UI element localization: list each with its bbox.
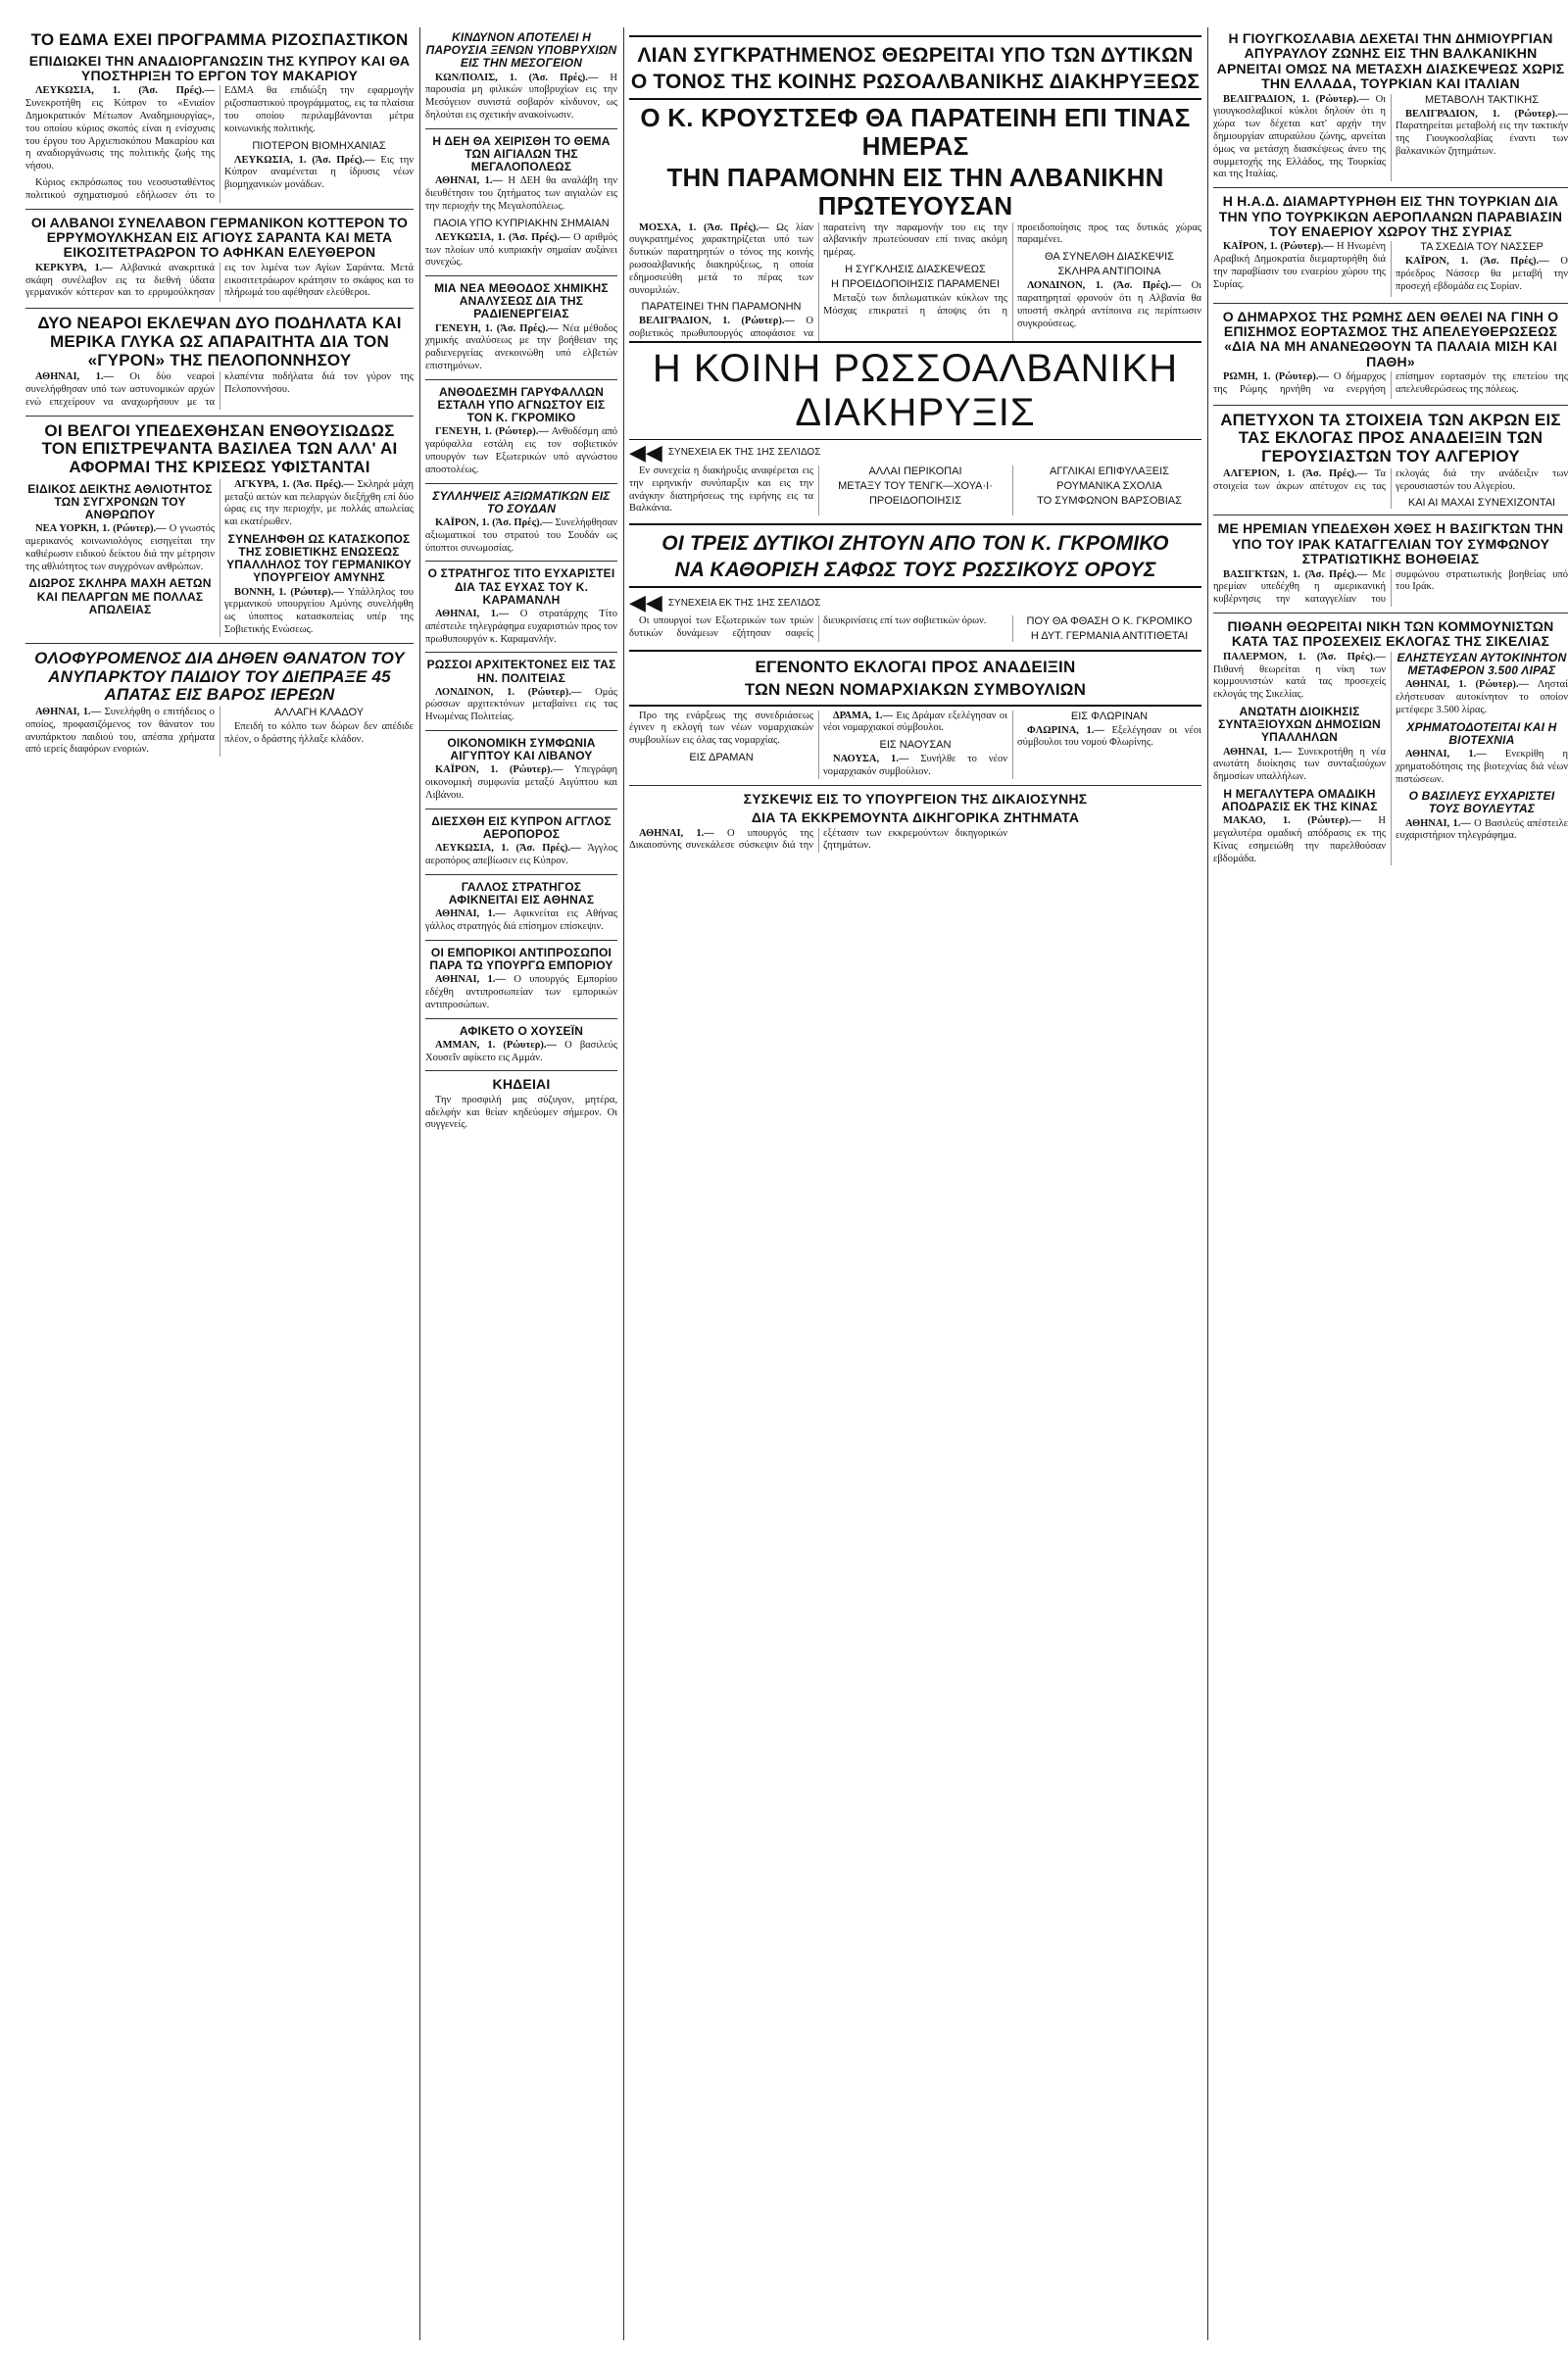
divider [25,209,414,210]
paragraph [425,974,617,1011]
dateline: ΛΕΥΚΩΣΙΑ, 1. (Άσ. Πρές).— [435,843,581,855]
paragraph [425,908,617,934]
paragraph-text: Η Ηνωμένη Αραβική Δημοκρατία διεμαρτυρήθη διά την παραβίασιν του εναερίου χώρου της Συρίας. [1213,241,1386,290]
section-banner: Η ΚΟΙΝΗ ΡΩΣΣΟΑΛΒΑΝΙΚΗ ΔΙΑΚΗΡΥΞΙΣ [629,341,1201,440]
subheadline: ΔΙΩΡΟΣ ΣΚΛΗΡΑ ΜΑΧΗ ΑΕΤΩΝ ΚΑΙ ΠΕΛΑΡΓΩΝ ΜΕ ΠΟΛΛΑΣ ΑΠΩΛΕΙΑΣ [28,576,212,616]
subheadline: Η ΜΕΓΑΛΥΤΕΡΑ ΟΜΑΔΙΚΗ ΑΠΟΔΡΑΣΙΣ ΕΚ ΤΗΣ ΚΙΝΑΣ [1221,786,1378,814]
divider [425,128,617,129]
paragraph [1213,815,1386,865]
headline: ΛΙΑΝ ΣΥΓΚΡΑΤΗΜΕΝΟΣ ΘΕΩΡΕΙΤΑΙ ΥΠΟ ΤΩΝ ΔΥΤΙΚΩΝ [637,44,1194,67]
headline: ΜΕ ΗΡΕΜΙΑΝ ΥΠΕΔΕΧΘΗ ΧΘΕΣ Η ΒΑΣΙΓΚΤΩΝ ΤΗΝ ΥΠΟ ΤΟΥ ΙΡΑΚ ΚΑΤΑΓΓΕΛΙΑΝ ΤΟΥ ΣΥΜΦΩΝΟΥ ΣΤΡΑΤΙΩΤΙΚΗΣ ΒΟΗΘΕΙΑΣ [1217,520,1564,567]
dateline: ΑΘΗΝΑΙ, 1.— [1223,746,1293,758]
divider [425,483,617,484]
divider [425,1018,617,1019]
paragraph-text: Ο αριθμός των πλοίων υπό κυπριακήν σημαίαν αυξάνει συνεχώς. [425,231,617,269]
headline: ΟΙ ΒΕΛΓΟΙ ΥΠΕΔΕΧΘΗΣΑΝ ΕΝΘΟΥΣΙΩΔΩΣ ΤΟΝ ΕΠΙΣΤΡΕΨΑΝΤΑ ΒΑΣΙΛΕΑ ΤΩΝ ΑΛΛ' ΑΙ ΑΦΟΡΜΑΙ ΤΗΣ ΚΡΙΣΕΩΣ ΥΦΙΣΤΑΝΤΑΙ [41,420,398,477]
subhead: ΡΟΥΜΑΝΙΚΑ ΣΧΟΛΙΑ [1056,479,1162,492]
headline: ΑΠΕΤΥΧΟΝ ΤΑ ΣΤΟΙΧΕΙΑ ΤΩΝ ΑΚΡΩΝ ΕΙΣ ΤΑΣ ΕΚΛΟΓΑΣ ΠΡΟΣ ΑΝΑΔΕΙΞΙΝ ΤΩΝ ΓΕΡΟΥΣΙΑΣΤΩΝ ΤΟΥ ΑΛΓΕΡΙΟΥ [1220,410,1561,466]
subhead: ΠΑΟΙΑ ΥΠΟ ΚΥΠΡΙΑΚΗΝ ΣΗΜΑΙΑΝ [433,217,610,229]
paragraph-text: Ενεκρίθη η χρηματοδότησις της βιοτεχνίας διά νέων πιστώσεων. [1396,748,1568,785]
article-body [629,466,1201,515]
paragraph [1213,652,1386,702]
subhead: ΠΙΟΤΕΡΟΝ ΒΙΟΜΗΧΑΝΙΑΣ [252,139,386,152]
paragraph-text: Ως λίαν συγκρατημένος χαρακτηρίζεται υπό των δυτικών παρατηρητών ο τόνος της κοινής ρωσοαλβανικής διακηρύξεως, η οποία εδημοσιεύθη μετά το πέρας των συνομιλιών. [629,221,813,296]
headline: ΑΦΙΚΕΤΟ Ο ΧΟΥΣΕΪΝ [459,1023,584,1038]
divider [425,1070,617,1071]
dateline: ΜΑΚΑΟ, 1. (Ρώυτερ).— [1223,815,1361,827]
dateline: ΝΕΑ ΥΟΡΚΗ, 1. (Ρώυτερ).— [35,523,167,535]
paragraph-text: Συνεκροτήθη εις Κύπρον το «Ενιαίον Δημοκρατικόν Μέτωπον Αναδημιουργίας», του οποίου κύριος σκοπός είναι η ενίσχυσις του έργου του Αρχιεπισκόπου Μακαρίου και η αναδιοργάνωσις της πολιτικής ζωής της νήσου. [25,98,215,172]
dateline: ΑΜΜΑΝ, 1. (Ρώυτερ).— [435,1039,557,1051]
paragraph [1213,241,1386,291]
dateline: ΠΑΛΕΡΜΟΝ, 1. (Άσ. Πρές).— [1223,651,1386,662]
divider [425,730,617,731]
paragraph-text: Ο γνωστός αμερικανός κοινωνιολόγος εισηγείται την καθιέρωσιν ειδικού δείκτου διά την μέτρησιν της αθλιότητος των συγχρόνων ανθρώπων. [25,523,216,572]
dateline: ΜΟΣΧΑ, 1. (Άσ. Πρές).— [639,221,769,233]
dateline: ΚΑΪΡΟΝ, 1. (Ρώυτερ).— [435,764,564,776]
headline: Ο ΣΤΡΑΤΗΓΟΣ ΤΙΤΟ ΕΥΧΑΡΙΣΤΕΙ ΔΙΑ ΤΑΣ ΕΥΧΑΣ ΤΟΥ Κ. ΚΑΡΑΜΑΝΛΗ [427,566,615,607]
article-body [1213,94,1568,182]
paragraph [25,707,215,757]
article-body [629,711,1201,779]
headline: ΣΥΛΛΗΨΕΙΣ ΑΞΙΩΜΑΤΙΚΩΝ ΕΙΣ ΤΟ ΣΟΥΔΑΝ [432,488,611,515]
headline: ΔΙΕΣΧΘΗ ΕΙΣ ΚΥΠΡΟΝ ΑΓΓΛΟΣ ΑΕΡΟΠΟΡΟΣ [431,813,612,842]
paragraph-text: Πιθανή θεωρείται η νίκη των κομμουνιστών κατά τας προσεχείς εκλογάς της Σικελίας. [1213,663,1386,701]
article-body [25,371,414,409]
subheadline: ΕΛΗΣΤΕΥΣΑΝ ΑΥΤΟΚΙΝΗΤΟΝ ΜΕΤΑΦΕΡΟΝ 3.500 ΛΙΡΑΣ [1396,650,1567,677]
paragraph-text: Ομάς ρώσσων αρχιτεκτόνων μεταβαίνει εις τας Ηνωμένας Πολιτείας. [425,686,617,723]
paragraph [425,1040,617,1065]
paragraph-text: Η μεγαλυτέρα ομαδική απόδρασις εκ της Κίνας εσημειώθη την παρελθούσαν εβδομάδα. [1213,815,1386,864]
paragraph [1017,725,1201,751]
dateline: ΦΛΩΡΙΝΑ, 1.— [1027,724,1104,736]
article-body [629,828,1201,854]
dateline: ΑΘΗΝΑΙ, 1.— [639,827,714,839]
column-4 [1213,27,1568,865]
dateline: ΑΘΗΝΑΙ, 1.— [435,608,510,619]
dateline: ΛΕΥΚΩΣΙΑ, 1. (Άσ. Πρές).— [35,85,215,97]
lead-headline-box [629,35,1201,100]
headline: ΚΗΔΕΙΑΙ [492,1076,551,1093]
headline: Ο ΔΗΜΑΡΧΟΣ ΤΗΣ ΡΩΜΗΣ ΔΕΝ ΘΕΛΕΙ ΝΑ ΓΙΝΗ Ο ΕΠΙΣΗΜΟΣ ΕΟΡΤΑΣΜΟΣ ΤΗΣ ΑΠΕΛΕΥΘΕΡΩΣΕΩΣ «ΔΙΑ ΝΑ ΜΗ ΑΝΑΝΕΩΘΟΥΝ ΤΑ ΠΑΛΑΙΑ ΜΙΣΗ ΚΑΙ ΠΑΘΗ» [1222,308,1559,369]
dateline: ΛΕΥΚΩΣΙΑ, 1. (Άσ. Πρές).— [435,231,570,243]
headline-box [629,523,1201,588]
paragraph [25,371,414,409]
paragraph-text: Άγγλος αεροπόρος απεβίωσεν εις Κύπρον. [425,843,617,867]
dateline: ΓΕΝΕΥΗ, 1. (Ρώυτερ).— [435,426,549,438]
paragraph: Επειδή το κόλπο των δώρων δεν απέδιδε πλέον, ο δράστης ήλλαξε κλάδον. [224,720,414,745]
article-body [629,615,1201,642]
dateline: ΒΟΝΝΗ, 1. (Ρώυτερ).— [234,586,344,598]
paragraph [1396,749,1568,786]
headline: Η Η.Α.Δ. ΔΙΑΜΑΡΤΥΡΗΘΗ ΕΙΣ ΤΗΝ ΤΟΥΡΚΙΑΝ ΔΙΑ ΤΗΝ ΥΠΟ ΤΟΥΡΚΙΚΩΝ ΑΕΡΟΠΛΑΝΩΝ ΠΑΡΑΒΙΑΣΙΝ ΤΟΥ ΕΝΑΕΡΙΟΥ ΧΩΡΟΥ ΤΗΣ ΣΥΡΙΑΣ [1218,193,1563,239]
paragraph [224,587,414,637]
paragraph-text: Εις Δράμαν εξελέγησαν οι νέοι νομαρχιακοί σύμβουλοι. [823,710,1008,734]
article-body [1213,241,1568,296]
dateline: ΑΘΗΝΑΙ, 1.— [435,908,506,920]
subhead: Η ΠΡΟΕΙΔΟΠΟΙΗΣΙΣ ΠΑΡΑΜΕΝΕΙ [830,277,1001,290]
paragraph-text: Η ΔΕΗ θα αναλάβη την διευθέτησιν του ζητήματος των αιγιαλών εις την περιοχήν της Μεγαλοπόλεως. [425,175,617,212]
headline: ΑΝΘΟΔΕΣΜΗ ΓΑΡΥΦΑΛΛΩΝ ΕΣΤΑΛΗ ΥΠΟ ΑΓΝΩΣΤΟΥ ΕΙΣ ΤΟΝ Κ. ΓΚΡΟΜΙΚΟ [437,384,606,425]
dateline: ΚΩΝ/ΠΟΛΙΣ, 1. (Άσ. Πρές).— [435,72,599,83]
dateline: ΒΕΛΙΓΡΑΔΙΟΝ, 1. (Ρώυτερ).— [1223,93,1370,105]
subheadline: ΕΙΔΙΚΟΣ ΔΕΙΚΤΗΣ ΑΘΛΙΟΤΗΤΟΣ ΤΩΝ ΣΥΓΧΡΟΝΩΝ ΤΟΥ ΑΝΘΡΩΠΟΥ [27,481,213,522]
paragraph [224,155,414,192]
dateline: ΚΑΪΡΟΝ, 1. (Ρώυτερ).— [1223,241,1334,253]
article-body [629,222,1201,341]
divider [629,785,1201,786]
paragraph [25,523,215,573]
headline: ΤΗΝ ΠΑΡΑΜΟΝΗΝ ΕΙΣ ΤΗΝ ΑΛΒΑΝΙΚΗΝ ΠΡΩΤΕΥΟΥΣΑΝ [666,163,1164,221]
continuation-mark-icon: ◀◀ [629,439,662,465]
paragraph-text: Αλβανικά ανακριτικά σκάφη συνέλαβον εις τα διεθνή ύδατα γερμανικόν κόττερον και το ερρυμούλκησαν εις τον λιμένα των Αγίων Σαράντα. Μετά εικοσιτετράωρον κράτησιν το σκάφος και το πλήρωμά του αφέθησαν ελεύθεροι. [25,262,414,299]
paragraph [425,609,617,646]
paragraph [425,323,617,373]
headline: ΡΩΣΣΟΙ ΑΡΧΙΤΕΚΤΟΝΕΣ ΕΙΣ ΤΑΣ ΗΝ. ΠΟΛΙΤΕΙΑΣ [426,658,616,685]
paragraph [425,232,617,270]
divider [425,561,617,562]
paragraph: Την προσφιλή μας σύζυγον, μητέρα, αδελφήν και θείαν κηδεύομεν σήμερον. Οι συγγενείς. [425,1094,617,1131]
dateline: ΚΕΡΚΥΡΑ, 1.— [35,262,113,273]
dateline: ΛΟΝΔΙΝΟΝ, 1. (Ρώυτερ).— [435,686,582,698]
paragraph-text: Οι δύο νεαροί συνελήφθησαν υπό των αστυνομικών αρχών ενώ επεχείρουν να αναχωρήσουν με τα κλαπέντα ποδήλατα διά τον γύρον της Πελοποννήσου. [25,371,414,408]
headline: ΟΙΚΟΝΟΜΙΚΗ ΣΥΜΦΩΝΙΑ ΑΙΓΥΠΤΟΥ ΚΑΙ ΛΙΒΑΝΟΥ [447,736,596,763]
headline: ΤΟ ΕΔΜΑ ΕΧΕΙ ΠΡΟΓΡΑΜΜΑ ΡΙΖΟΣΠΑΣΤΙΚΟΝ [30,30,409,49]
dateline: ΑΓΚΥΡΑ, 1. (Άσ. Πρές).— [234,478,355,490]
dateline: ΑΘΗΝΑΙ, 1. (Ρώυτερ).— [1405,679,1530,691]
headline: ΚΙΝΔΥΝΟΝ ΑΠΟΤΕΛΕΙ Η ΠΑΡΟΥΣΙΑ ΞΕΝΩΝ ΥΠΟΒΡΥΧΙΩΝ ΕΙΣ ΤΗΝ ΜΕΣΟΓΕΙΟΝ [425,30,617,71]
headline: ΔΙΑ ΤΑ ΕΚΚΡΕΜΟΥΝΤΑ ΔΙΚΗΓΟΡΙΚΑ ΖΗΤΗΜΑΤΑ [751,809,1080,826]
divider [1213,303,1568,304]
dateline: ΚΑΪΡΟΝ, 1. (Άσ. Πρές).— [1405,256,1549,268]
paragraph-text: Συνελήφθησαν αξιωματικοί του στρατού του Σουδάν ως ύποπτοι συνωμοσίας. [425,516,617,554]
subhead: ΕΙΣ ΝΑΟΥΣΑΝ [879,739,952,752]
paragraph [1213,569,1568,607]
column-rule [419,27,420,2340]
paragraph-text: Ο Βασιλεύς απέστειλε ευχαριστήριον τηλεγράφημα. [1396,817,1568,842]
paragraph-text: Οι γιουγκοσλαβικοί κύκλοι δηλούν ότι η χώρα των δέχεται κατ' αρχήν την δημιουργίαν απυραύλου ζώνης, αρνείται όμως να μετάσχη διασκέψεως άνευ της συμμετοχής της Ελλάδος, της Τουρκίας και της Ιταλίας. [1213,93,1386,180]
dateline: ΑΘΗΝΑΙ, 1.— [435,974,506,986]
headline: ΝΑ ΚΑΘΟΡΙΣΗ ΣΑΦΩΣ ΤΟΥΣ ΡΩΣΣΙΚΟΥΣ ΟΡΟΥΣ [674,559,1156,582]
subhead: ΑΓΓΛΙΚΑΙ ΕΠΙΦΥΛΑΞΕΙΣ [1050,465,1169,477]
paragraph-text: Ο υπουργός της Δικαιοσύνης συνεκάλεσε σύσκεψιν διά την εξέτασιν των εκκρεμούντων δικηγορικών ζητημάτων. [629,827,1007,852]
divider [425,874,617,875]
paragraph-text: Ο υπουργός Εμπορίου εδέχθη αντιπροσωπείαν των εμπορικών αντιπροσώπων. [425,974,617,1010]
divider [425,940,617,941]
subhead: ΕΙΣ ΔΡΑΜΑΝ [689,752,754,764]
paragraph-text: Λησταί ελήστευσαν αυτοκίνητον το οποίον μετέφερε 3.500 λίρας. [1396,679,1568,715]
paragraph-text: Ο βασιλεύς Χουσεΐν αφίκετο εις Αμμάν. [425,1039,617,1063]
subhead: ΤΟ ΣΥΜΦΩΝΟΝ ΒΑΡΣΟΒΙΑΣ [1037,494,1182,507]
paragraph-text: Ο δήμαρχος της Ρώμης ηρνήθη να ενεργήση επίσημον εορτασμόν της επετείου της απελευθερώσεως της πόλεως. [1213,371,1568,395]
paragraph [1017,280,1201,330]
headline: ΣΥΣΚΕΨΙΣ ΕΙΣ ΤΟ ΥΠΟΥΡΓΕΙΟΝ ΤΗΣ ΔΙΚΑΙΟΣΥΝΗΣ [743,790,1088,807]
headline: Η ΓΙΟΥΓΚΟΣΛΑΒΙΑ ΔΕΧΕΤΑΙ ΤΗΝ ΔΗΜΙΟΥΡΓΙΑΝ ΑΠΥΡΑΥΛΟΥ ΖΩΝΗΣ ΕΙΣ ΤΗΝ ΒΑΛΚΑΝΙΚΗΝ ΑΡΝΕΙΤΑΙ ΟΜΩΣ ΝΑ ΜΕΤΑΣΧΗ ΔΙΑΣΚΕΨΕΩΣ ΧΩΡΙΣ ΤΗΝ ΕΛΛΑΔΑ, ΤΟΥΡΚΙΑΝ ΚΑΙ ΙΤΑΛΙΑΝ [1216,30,1565,92]
article-body [1213,569,1568,607]
article-body [1213,468,1568,510]
column-3 [629,27,1201,853]
subhead: ΣΚΛΗΡΑ ΑΝΤΙΠΟΙΝΑ [1057,266,1161,278]
dateline: ΔΡΑΜΑ, 1.— [833,710,893,721]
dateline: ΑΛΓΕΡΙΟΝ, 1. (Άσ. Πρές).— [1223,467,1368,479]
article-body [25,85,414,202]
paragraph-text: Τα στοιχεία των άκρων απέτυχον εις τας εκλογάς διά την ανάδειξιν των γερουσιαστών του Αλγερίου. [1213,467,1568,492]
subhead: ΑΛΛΑΙ ΠΕΡΙΚΟΠΑΙ [868,465,962,477]
dateline: ΚΑΪΡΟΝ, 1. (Άσ. Πρές).— [435,516,553,528]
paragraph-text: Ανθοδέσμη από γαρύφαλλα εστάλη εις τον σοβιετικόν υπουργόν των Εξωτερικών υπό αγνώστου αποστολέως. [425,426,617,475]
paragraph-text: Οι παρατηρηταί φρονούν ότι η Αλβανία θα υποστή σκληρά αντίποινα εις περίπτωσιν συγκρούσεως. [1017,280,1201,329]
divider [425,379,617,380]
dateline: ΝΑΟΥΣΑ, 1.— [833,754,909,765]
headline: ΤΩΝ ΝΕΩΝ ΝΟΜΑΡΧΙΑΚΩΝ ΣΥΜΒΟΥΛΙΩΝ [744,680,1087,699]
paragraph [425,73,617,123]
dateline: ΓΕΝΕΥΗ, 1. (Άσ. Πρές).— [435,322,559,334]
divider [25,416,414,417]
headline-box [629,650,1201,706]
headline: ΟΛΟΦΥΡΟΜΕΝΟΣ ΔΙΑ ΔΗΘΕΝ ΘΑΝΑΤΟΝ ΤΟΥ ΑΝΥΠΑΡΚΤΟΥ ΠΑΙΔΙΟΥ ΤΟΥ ΔΙΕΠΡΑΞΕ 45 ΑΠΑΤΑΣ ΕΙΣ ΒΑΡΟΣ ΙΕΡΕΩΝ [34,648,405,705]
paragraph [629,222,813,298]
paragraph [25,263,414,302]
article-body [25,263,414,302]
paragraph: Μεταξύ των διπλωματικών κύκλων της Μόσχας επικρατεί η άποψις ότι η προειδοποίησις προς τας δυτικάς χώρας παραμένει. [823,221,1201,317]
paragraph [629,828,1007,854]
paragraph-text: Ο σοβιετικός πρωθυπουργός αποφάσισε να παρατείνη την παραμονήν του εις την αλβανικήν πρωτεύουσαν επί τινας ακόμη ημέρας. [629,221,1007,340]
paragraph-text: Η παρουσία μη φιλικών υποβρυχίων εις την Μεσόγειον συνιστά σοβαρόν κίνδυνον, ως δηλούται εις σχετικήν ανακοίνωσιν. [425,72,617,121]
divider [425,275,617,276]
paragraph [1396,679,1568,716]
headline: Ο Κ. ΚΡΟΥΣΤΣΕΦ ΘΑ ΠΑΡΑΤΕΙΝΗ ΕΠΙ ΤΙΝΑΣ ΗΜΕΡΑΣ [640,103,1191,161]
headline: ΠΙΘΑΝΗ ΘΕΩΡΕΙΤΑΙ ΝΙΚΗ ΤΩΝ ΚΟΜΜΟΥΝΙΣΤΩΝ ΚΑΤΑ ΤΑΣ ΠΡΟΣΕΧΕΙΣ ΕΚΛΟΓΑΣ ΤΗΣ ΣΙΚΕΛΙΑΣ [1227,617,1554,650]
dateline: ΛΕΥΚΩΣΙΑ, 1. (Άσ. Πρές).— [234,154,375,166]
subheadline: ΕΠΙΔΙΩΚΕΙ ΤΗΝ ΑΝΑΔΙΟΡΓΑΝΩΣΙΝ ΤΗΣ ΚΥΠΡΟΥ ΚΑΙ ΘΑ ΥΠΟΣΤΗΡΙΞΗ ΤΟ ΕΡΓΟΝ ΤΟΥ ΜΑΚΑΡΙΟΥ [28,52,411,84]
subhead: ΜΕΤΑΞΥ ΤΟΥ ΤΕΝΓΚ—ΧΟΥΑ·Ι· [838,479,993,492]
paragraph-text: Σκληρά μάχη μεταξύ αετών και πελαργών διεξήχθη επί δύο ώρας εις την περιοχήν, με πολλάς απωλείας και εκατέρωθεν. [224,478,414,528]
paragraph [1396,109,1568,159]
dateline: ΑΘΗΝΑΙ, 1.— [35,371,114,383]
subhead: Η ΔΥΤ. ΓΕΡΜΑΝΙΑ ΑΝΤΙΤΙΘΕΤΑΙ [1030,630,1189,643]
dateline: ΑΘΗΝΑΙ, 1.— [435,175,503,187]
subhead: ΕΙΣ ΦΛΩΡΙΝΑΝ [1070,710,1149,722]
divider [25,308,414,309]
continuation-label: ΣΥΝΕΧΕΙΑ ΕΚ ΤΗΣ 1ΗΣ ΣΕΛΊΔΟΣ [667,597,821,609]
continuation-note [629,592,1201,613]
paragraph-text: Ο πρόεδρος Νάσσερ θα μεταβή την προσεχή εβδομάδα εις Συρίαν. [1396,256,1568,292]
paragraph-text: Εξελέγησαν οι νέοι σύμβουλοι του νομού Φλωρίνης. [1017,724,1201,749]
dateline: ΒΕΛΙΓΡΑΔΙΟΝ, 1. (Ρώυτερ).— [1405,108,1568,120]
divider [1213,405,1568,406]
paragraph [425,517,617,555]
subheadline: Ο ΒΑΣΙΛΕΥΣ ΕΥΧΑΡΙΣΤΕΙ ΤΟΥΣ ΒΟΥΛΕΥΤΑΣ [1408,789,1555,816]
article-body [25,707,414,757]
continuation-label: ΣΥΝΕΧΕΙΑ ΕΚ ΤΗΣ 1ΗΣ ΣΕΛΊΔΟΣ [667,447,821,459]
headline: ΟΙ ΑΛΒΑΝΟΙ ΣΥΝΕΛΑΒΟΝ ΓΕΡΜΑΝΙΚΟΝ ΚΟΤΤΕΡΟΝ ΤΟ ΕΡΡΥΜΟΥΛΚΗΣΑΝ ΕΙΣ ΑΓΙΟΥΣ ΣΑΡΑΝΤΑ ΚΑΙ ΜΕΤΑ ΕΙΚΟΣΙΤΕΤΡΑΩΡΟΝ ΤΟ ΑΦΗΚΑΝ ΕΛΕΥΘΕΡΟΝ [30,214,409,261]
headline: ΓΑΛΛΟΣ ΣΤΡΑΤΗΓΟΣ ΑΦΙΚΝΕΙΤΑΙ ΕΙΣ ΑΘΗΝΑΣ [448,879,595,907]
subhead: ΜΕΤΑΒΟΛΗ ΤΑΚΤΙΚΗΣ [1424,93,1539,106]
headline: Η ΔΕΗ ΘΑ ΧΕΙΡΙΣΘΗ ΤΟ ΘΕΜΑ ΤΩΝ ΑΙΓΙΑΛΩΝ ΤΗΣ ΜΕΓΑΛΟΠΟΛΕΩΣ [432,133,611,174]
subhead: ΚΑΙ ΑΙ ΜΑΧΑΙ ΣΥΝΕΧΙΖΟΝΤΑΙ [1407,497,1556,510]
paragraph [224,479,414,529]
headline: Ο ΤΟΝΟΣ ΤΗΣ ΚΟΙΝΗΣ ΡΩΣΟΑΛΒΑΝΙΚΗΣ ΔΙΑΚΗΡΥΞΕΩΣ [630,71,1200,94]
paragraph [425,175,617,213]
paragraph [1396,256,1568,293]
paragraph [1213,371,1568,399]
paragraph-text: Με ηρεμίαν υπεδέχθη η αμερικανική κυβέρνησις την καταγγελίαν του συμφώνου στρατιωτικής βοηθείας υπό του Ιράκ. [1213,568,1568,606]
paragraph-text: Ο στρατάρχης Τίτο απέστειλε τηλεγράφημα ευχαριστιών προς τον πρωθυπουργόν κ. Καραμανλήν. [425,608,617,645]
dateline: ΒΕΛΙΓΡΑΔΙΟΝ, 1. (Ρώυτερ).— [639,316,796,327]
paragraph: Οι υπουργοί των Εξωτερικών των τριών δυτικών δυνάμεων εζήτησαν σαφείς διευκρινίσεις επί των σοβιετικών όρων. [629,615,987,640]
paragraph: Προ της ενάρξεως της συνεδριάσεως έγινεν η εκλογή των νέων νομαρχιακών συμβουλίων εις όλας τας νομαρχίας. [629,710,813,747]
dateline: ΑΘΗΝΑΙ, 1.— [1405,748,1487,760]
paragraph [425,687,617,724]
subheadline: ΣΥΝΕΛΗΦΘΗ ΩΣ ΚΑΤΑΣΚΟΠΟΣ ΤΗΣ ΣΟΒΙΕΤΙΚΗΣ ΕΝΩΣΕΩΣ ΥΠΑΛΛΗΛΟΣ ΤΟΥ ΓΕΡΜΑΝΙΚΟΥ ΥΠΟΥΡΓΕΙΟΥ ΑΜΥΝΗΣ [226,531,412,585]
article-body [1213,371,1568,399]
subhead: ΠΟΥ ΘΑ ΦΘΑΣΗ Ο Κ. ΓΚΡΟΜΙΚΟ [1026,615,1193,628]
column-rule [1207,27,1208,2340]
paragraph-text: Νέα μέθοδος χημικής αναλύσεως με την βοήθειαν της ραδιενεργείας ανεκοινώθη υπό ελβετών επιστημόνων. [425,322,617,372]
dateline: ΑΘΗΝΑΙ, 1.— [1405,817,1471,829]
paragraph [1213,94,1386,182]
article-body [25,479,414,637]
paragraph-text: Συνήλθε το νέον νομαρχιακόν συμβούλιον. [823,754,1007,778]
paragraph [1396,818,1568,844]
column-1 [25,27,414,757]
headline: ΔΥΟ ΝΕΑΡΟΙ ΕΚΛΕΨΑΝ ΔΥΟ ΠΟΔΗΛΑΤΑ ΚΑΙ ΜΕΡΙΚΑ ΓΛΥΚΑ ΩΣ ΑΠΑΡΑΙΤΗΤΑ ΔΙΑ ΤΟΝ «ΓΥΡΟΝ» ΤΗΣ ΠΕΛΟΠΟΝΝΗΣΟΥ [37,314,402,369]
divider [1213,187,1568,188]
paragraph-text: Υπεγράφη οικονομική συμφωνία μεταξύ Αιγύπτου και Λιβάνου. [425,764,617,802]
headline: ΜΙΑ ΝΕΑ ΜΕΘΟΔΟΣ ΧΗΜΙΚΗΣ ΑΝΑΛΥΣΕΩΣ ΔΙΑ ΤΗΣ ΡΑΔΙΕΝΕΡΓΕΙΑΣ [434,281,609,321]
subhead: ΑΛΛΑΓΗ ΚΛΑΔΟΥ [273,706,365,718]
dateline: ΡΩΜΗ, 1. (Ρώυτερ).— [1223,371,1329,383]
subhead: ΘΑ ΣΥΝΕΛΘΗ ΔΙΑΣΚΕΨΙΣ [1045,251,1174,264]
paragraph-text: Παρατηρείται μεταβολή εις την τακτικήν της Γιουγκοσλαβίας έναντι των βαλκανικών ζητημάτων. [1396,121,1568,157]
paragraph: Εν συνεχεία η διακήρυξις αναφέρεται εις την ειρηνικήν συνύπαρξιν και εις την ανάγκην διατηρήσεως της ειρήνης εις τα Βαλκάνια. [629,465,813,515]
column-rule [623,27,624,2340]
headline: ΟΙ ΤΡΕΙΣ ΔΥΤΙΚΟΙ ΖΗΤΟΥΝ ΑΠΟ ΤΟΝ Κ. ΓΚΡΟΜΙΚΟ [662,532,1169,556]
article-body [1213,652,1568,866]
paragraph-text: Συνεκροτήθη η νέα ανωτάτη διοίκησις των συνταξιούχων δημοσίων υπαλλήλων. [1213,746,1386,783]
paragraph: Κύριος εκπρόσωπος του νεοσυσταθέντος πολιτικού σχηματισμού εδήλωσεν ότι το ΕΔΜΑ θα επιδιώξη την εφαρμογήν ριζοσπαστικού προγράμματος, εις τα πλαίσια του οποίου περιλαμβάνονται μέτρα κοινωνικής πολιτικής. [25,85,414,201]
paragraph-text: Συνελήφθη ο επιτήδειος ο οποίος, προφασιζόμενος τον θάνατον του ανυπάρκτου παιδιού του, απέσπα χρήματα από ιερείς διαφόρων ενοριών. [25,706,216,756]
subhead: Η ΣΥΓΚΛΗΣΙΣ ΔΙΑΣΚΕΨΕΩΣ [845,263,986,275]
subheadline: ΧΡΗΜΑΤΟΔΟΤΕΙΤΑΙ ΚΑΙ Η ΒΙΟΤΕΧΝΙΑ [1406,719,1557,747]
paragraph [25,85,215,173]
subhead: ΠΑΡΑΤΕΙΝΕΙ ΤΗΝ ΠΑΡΑΜΟΝΗΝ [641,301,802,314]
paragraph-text: Υπάλληλος του γερμανικού υπουργείου Αμύνης συνελήφθη ως ύποπτος κατασκοπείας υπέρ της Σοβιετικής Ενώσεως. [224,586,414,636]
subheadline: ΑΝΩΤΑΤΗ ΔΙΟΙΚΗΣΙΣ ΣΥΝΤΑΞΙΟΥΧΩΝ ΔΗΜΟΣΙΩΝ ΥΠΑΛΛΗΛΩΝ [1218,704,1381,745]
continuation-note [629,439,1201,465]
divider [425,652,617,653]
paragraph [425,843,617,868]
column-2 [425,27,617,1136]
dateline: ΑΘΗΝΑΙ, 1.— [35,706,102,717]
paragraph [823,754,1007,779]
subhead: ΤΑ ΣΧΕΔΙΑ ΤΟΥ ΝΑΣΣΕΡ [1420,241,1544,254]
paragraph [425,764,617,802]
dateline: ΛΟΝΔΙΝΟΝ, 1. (Άσ. Πρές).— [1027,280,1182,292]
paragraph-text: Εις την Κύπρον αναμένεται η ίδρυσις νέων βιομηχανικών μονάδων. [224,154,414,191]
headline: ΟΙ ΕΜΠΟΡΙΚΟΙ ΑΝΤΙΠΡΟΣΩΠΟΙ ΠΑΡΑ ΤΩ ΥΠΟΥΡΓΩ ΕΜΠΟΡΙΟΥ [429,945,613,972]
dateline: ΒΑΣΙΓΚΤΩΝ, 1. (Άσ. Πρές).— [1223,568,1368,580]
divider [25,643,414,644]
paragraph-text: Αφικνείται εις Αθήνας γάλλος στρατηγός διά επίσημον επίσκεψιν. [425,908,617,932]
subhead: ΠΡΟΕΙΔΟΠΟΙΗΣΙΣ [868,494,962,507]
headline: ΕΓΕΝΟΝΤΟ ΕΚΛΟΓΑΙ ΠΡΟΣ ΑΝΑΔΕΙΞΙΝ [755,658,1076,677]
paragraph [425,426,617,476]
paragraph [823,711,1007,736]
continuation-mark-icon: ◀◀ [629,590,662,615]
paragraph [1213,747,1386,784]
